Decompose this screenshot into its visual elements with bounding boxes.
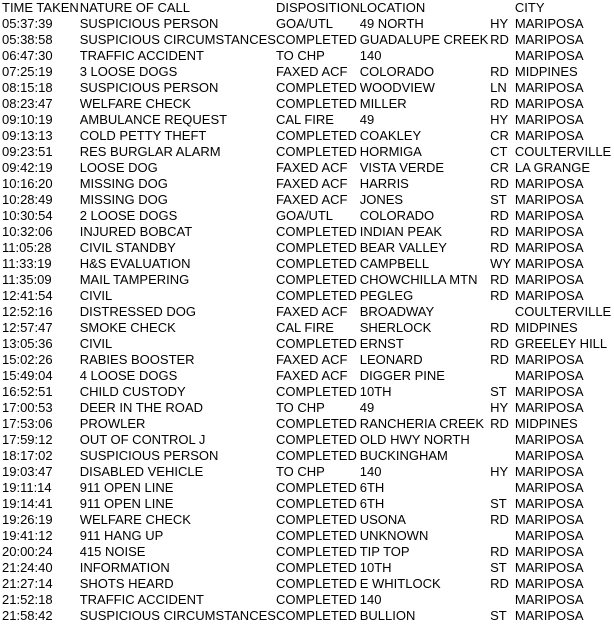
table-row: [2, 16, 614, 32]
location-cell: UNKNOWN: [359, 528, 429, 543]
street-suffix-cell: RD: [490, 240, 509, 255]
street-suffix-cell: [490, 48, 515, 64]
disposition-cell: COMPLETED: [275, 528, 357, 543]
time-taken-cell: 10:30:54: [2, 208, 53, 223]
time-taken-cell: 19:11:14: [2, 480, 52, 495]
city-cell: MARIPOSA: [514, 48, 584, 63]
time-taken-cell: 09:23:51: [2, 144, 53, 159]
table-row: [2, 416, 614, 432]
location-cell: 6TH: [359, 496, 385, 511]
location-cell: E WHITLOCK: [359, 576, 441, 591]
time-taken-cell: 20:00:24: [2, 544, 53, 559]
time-taken-cell: 21:52:18: [2, 592, 53, 607]
location-cell: 49: [359, 112, 375, 127]
disposition-cell: COMPLETED: [275, 480, 357, 495]
street-suffix-cell: LN: [490, 80, 507, 95]
street-suffix-cell: RD: [490, 224, 509, 239]
nature-of-call-cell: INJURED BOBCAT: [79, 224, 193, 239]
header-nature-of-call: NATURE OF CALL: [79, 0, 190, 15]
nature-of-call-cell: DEER IN THE ROAD: [79, 400, 203, 415]
city-cell: MIDPINES: [514, 320, 578, 335]
table-row: [2, 480, 614, 496]
nature-of-call-cell: MAIL TAMPERING: [79, 272, 190, 287]
time-taken-cell: 12:52:16: [2, 304, 53, 319]
nature-of-call-cell: SMOKE CHECK: [79, 320, 176, 335]
table-row: [2, 256, 614, 272]
street-suffix-cell: [490, 448, 515, 464]
header-disposition: DISPOSITION: [275, 0, 360, 15]
table-row: [2, 160, 614, 176]
nature-of-call-cell: TRAFFIC ACCIDENT: [79, 592, 204, 607]
nature-of-call-cell: SHOTS HEARD: [79, 576, 174, 591]
city-cell: MARIPOSA: [514, 96, 584, 111]
time-taken-cell: 21:27:14: [2, 576, 53, 591]
street-suffix-cell: RD: [490, 272, 509, 287]
disposition-cell: TO CHP: [275, 48, 325, 63]
disposition-cell: TO CHP: [275, 464, 325, 479]
city-cell: MARIPOSA: [514, 560, 584, 575]
disposition-cell: COMPLETED: [275, 544, 357, 559]
table-row: [2, 528, 614, 544]
city-cell: MARIPOSA: [514, 432, 584, 447]
nature-of-call-cell: 911 HANG UP: [79, 528, 164, 543]
location-cell: OLD HWY NORTH: [359, 432, 470, 447]
nature-of-call-cell: CHILD CUSTODY: [79, 384, 186, 399]
city-cell: MARIPOSA: [514, 368, 584, 383]
table-row: [2, 576, 614, 592]
header-city: CITY: [514, 0, 545, 15]
location-cell: ERNST: [359, 336, 404, 351]
disposition-cell: COMPLETED: [275, 32, 357, 47]
city-cell: MARIPOSA: [514, 240, 584, 255]
nature-of-call-cell: SUSPICIOUS PERSON: [79, 16, 219, 31]
nature-of-call-cell: WELFARE CHECK: [79, 96, 191, 111]
location-cell: 10TH: [359, 560, 392, 575]
disposition-cell: CAL FIRE: [275, 112, 334, 127]
street-suffix-cell: HY: [490, 16, 509, 31]
disposition-cell: COMPLETED: [275, 144, 357, 159]
location-cell: BUCKINGHAM: [359, 448, 448, 463]
header-row: [2, 0, 614, 16]
city-cell: MARIPOSA: [514, 208, 584, 223]
disposition-cell: FAXED ACF: [275, 304, 348, 319]
time-taken-cell: 06:47:30: [2, 48, 53, 63]
nature-of-call-cell: MISSING DOG: [79, 176, 168, 191]
table-row: [2, 96, 614, 112]
city-cell: MARIPOSA: [514, 464, 584, 479]
street-suffix-cell: HY: [490, 112, 509, 127]
time-taken-cell: 16:52:51: [2, 384, 53, 399]
city-cell: MARIPOSA: [514, 384, 584, 399]
nature-of-call-cell: 415 NOISE: [79, 544, 146, 559]
location-cell: 49 NORTH: [359, 16, 424, 31]
disposition-cell: COMPLETED: [275, 80, 357, 95]
time-taken-cell: 13:05:36: [2, 336, 53, 351]
city-cell: MARIPOSA: [514, 480, 584, 495]
table-row: [2, 608, 614, 624]
nature-of-call-cell: 911 OPEN LINE: [79, 496, 174, 511]
time-taken-cell: 11:33:19: [2, 256, 52, 271]
street-suffix-cell: RD: [490, 288, 509, 303]
disposition-cell: COMPLETED: [275, 96, 357, 111]
location-cell: MILLER: [359, 96, 407, 111]
location-cell: COLORADO: [359, 64, 435, 79]
table-row: [2, 32, 614, 48]
location-cell: HARRIS: [359, 176, 409, 191]
table-row: [2, 448, 614, 464]
location-cell: COLORADO: [359, 208, 435, 223]
nature-of-call-cell: MISSING DOG: [79, 192, 168, 207]
time-taken-cell: 08:15:18: [2, 80, 53, 95]
city-cell: MARIPOSA: [514, 272, 584, 287]
street-suffix-cell: WY: [490, 256, 512, 271]
nature-of-call-cell: RES BURGLAR ALARM: [79, 144, 221, 159]
disposition-cell: TO CHP: [275, 400, 325, 415]
table-row: [2, 432, 614, 448]
street-suffix-cell: RD: [490, 320, 509, 335]
street-suffix-cell: [490, 592, 515, 608]
city-cell: MARIPOSA: [514, 192, 584, 207]
table-row: [2, 208, 614, 224]
street-suffix-cell: RD: [490, 208, 509, 223]
street-suffix-cell: RD: [490, 32, 509, 47]
street-suffix-cell: [490, 304, 515, 320]
street-suffix-cell: RD: [490, 512, 509, 527]
street-suffix-cell: ST: [490, 192, 507, 207]
disposition-cell: COMPLETED: [275, 608, 357, 623]
city-cell: GREELEY HILL: [514, 336, 608, 351]
disposition-cell: COMPLETED: [275, 128, 357, 143]
call-log-table: [2, 0, 614, 624]
location-cell: 140: [359, 592, 382, 607]
location-cell: 6TH: [359, 480, 385, 495]
location-cell: BULLION: [359, 608, 416, 623]
disposition-cell: COMPLETED: [275, 512, 357, 527]
location-cell: HORMIGA: [359, 144, 422, 159]
location-cell: VISTA VERDE: [359, 160, 445, 175]
street-suffix-cell: HY: [490, 464, 509, 479]
city-cell: MIDPINES: [514, 64, 578, 79]
street-suffix-cell: RD: [490, 64, 509, 79]
location-cell: 49: [359, 400, 375, 415]
location-cell: DIGGER PINE: [359, 368, 445, 383]
nature-of-call-cell: 2 LOOSE DOGS: [79, 208, 178, 223]
table-row: [2, 224, 614, 240]
time-taken-cell: 15:02:26: [2, 352, 53, 367]
table-row: [2, 544, 614, 560]
location-cell: CAMPBELL: [359, 256, 430, 271]
city-cell: MARIPOSA: [514, 80, 584, 95]
city-cell: MARIPOSA: [514, 448, 584, 463]
disposition-cell: FAXED ACF: [275, 176, 348, 191]
disposition-cell: FAXED ACF: [275, 192, 348, 207]
disposition-cell: COMPLETED: [275, 560, 357, 575]
disposition-cell: COMPLETED: [275, 384, 357, 399]
time-taken-cell: 19:26:19: [2, 512, 53, 527]
city-cell: MARIPOSA: [514, 576, 584, 591]
header-street-suffix: [490, 0, 515, 16]
time-taken-cell: 11:35:09: [2, 272, 52, 287]
location-cell: PEGLEG: [359, 288, 414, 303]
street-suffix-cell: RD: [490, 96, 509, 111]
table-row: [2, 176, 614, 192]
time-taken-cell: 12:57:47: [2, 320, 53, 335]
nature-of-call-cell: AMBULANCE REQUEST: [79, 112, 228, 127]
disposition-cell: CAL FIRE: [275, 320, 334, 335]
table-row: [2, 240, 614, 256]
disposition-cell: GOA/UTL: [275, 208, 334, 223]
city-cell: MARIPOSA: [514, 16, 584, 31]
table-row: [2, 320, 614, 336]
disposition-cell: COMPLETED: [275, 496, 357, 511]
nature-of-call-cell: SUSPICIOUS PERSON: [79, 80, 219, 95]
street-suffix-cell: HY: [490, 400, 509, 415]
location-cell: LEONARD: [359, 352, 423, 367]
city-cell: MARIPOSA: [514, 592, 584, 607]
table-row: [2, 272, 614, 288]
location-cell: GUADALUPE CREEK: [359, 32, 489, 47]
disposition-cell: FAXED ACF: [275, 368, 348, 383]
nature-of-call-cell: LOOSE DOG: [79, 160, 158, 175]
city-cell: COULTERVILLE: [514, 144, 612, 159]
time-taken-cell: 17:59:12: [2, 432, 53, 447]
table-row: [2, 288, 614, 304]
nature-of-call-cell: CIVIL STANDBY: [79, 240, 176, 255]
disposition-cell: FAXED ACF: [275, 64, 348, 79]
time-taken-cell: 21:58:42: [2, 608, 53, 623]
time-taken-cell: 19:14:41: [2, 496, 53, 511]
disposition-cell: COMPLETED: [275, 224, 357, 239]
street-suffix-cell: [490, 368, 515, 384]
nature-of-call-cell: PROWLER: [79, 416, 146, 431]
table-row: [2, 400, 614, 416]
street-suffix-cell: RD: [490, 336, 509, 351]
street-suffix-cell: RD: [490, 576, 509, 591]
location-cell: BROADWAY: [359, 304, 435, 319]
street-suffix-cell: RD: [490, 416, 509, 431]
street-suffix-cell: ST: [490, 560, 507, 575]
city-cell: COULTERVILLE: [514, 304, 612, 319]
table-row: [2, 64, 614, 80]
table-row: [2, 48, 614, 64]
nature-of-call-cell: TRAFFIC ACCIDENT: [79, 48, 204, 63]
disposition-cell: FAXED ACF: [275, 160, 348, 175]
disposition-cell: COMPLETED: [275, 272, 357, 287]
disposition-cell: COMPLETED: [275, 288, 357, 303]
location-cell: 140: [359, 464, 382, 479]
city-cell: MARIPOSA: [514, 32, 584, 47]
table-row: [2, 368, 614, 384]
city-cell: MARIPOSA: [514, 176, 584, 191]
table-row: [2, 496, 614, 512]
nature-of-call-cell: H&S EVALUATION: [79, 256, 191, 271]
nature-of-call-cell: COLD PETTY THEFT: [79, 128, 207, 143]
disposition-cell: COMPLETED: [275, 256, 357, 271]
table-row: [2, 336, 614, 352]
table-row: [2, 464, 614, 480]
city-cell: MARIPOSA: [514, 256, 584, 271]
street-suffix-cell: [490, 432, 515, 448]
nature-of-call-cell: SUSPICIOUS CIRCUMSTANCES: [79, 608, 276, 623]
city-cell: MARIPOSA: [514, 528, 584, 543]
nature-of-call-cell: DISTRESSED DOG: [79, 304, 196, 319]
time-taken-cell: 10:28:49: [2, 192, 53, 207]
table-row: [2, 112, 614, 128]
city-cell: MARIPOSA: [514, 496, 584, 511]
time-taken-cell: 09:13:13: [2, 128, 53, 143]
disposition-cell: COMPLETED: [275, 448, 357, 463]
city-cell: MARIPOSA: [514, 112, 584, 127]
table-row: [2, 384, 614, 400]
nature-of-call-cell: SUSPICIOUS CIRCUMSTANCES: [79, 32, 276, 47]
time-taken-cell: 19:41:12: [2, 528, 53, 543]
location-cell: 10TH: [359, 384, 392, 399]
street-suffix-cell: ST: [490, 496, 507, 511]
location-cell: WOODVIEW: [359, 80, 435, 95]
time-taken-cell: 09:10:19: [2, 112, 53, 127]
street-suffix-cell: [490, 480, 515, 496]
nature-of-call-cell: CIVIL: [79, 336, 113, 351]
street-suffix-cell: [490, 528, 515, 544]
time-taken-cell: 12:41:54: [2, 288, 53, 303]
location-cell: 140: [359, 48, 382, 63]
disposition-cell: COMPLETED: [275, 576, 357, 591]
location-cell: COAKLEY: [359, 128, 422, 143]
street-suffix-cell: CR: [490, 128, 509, 143]
city-cell: LA GRANGE: [514, 160, 591, 175]
table-row: [2, 144, 614, 160]
location-cell: TIP TOP: [359, 544, 410, 559]
disposition-cell: COMPLETED: [275, 240, 357, 255]
location-cell: CHOWCHILLA MTN: [359, 272, 478, 287]
time-taken-cell: 17:53:06: [2, 416, 53, 431]
time-taken-cell: 05:38:58: [2, 32, 53, 47]
header-location: LOCATION: [359, 0, 426, 15]
time-taken-cell: 08:23:47: [2, 96, 53, 111]
call-log-body: [2, 16, 614, 624]
disposition-cell: FAXED ACF: [275, 352, 348, 367]
time-taken-cell: 15:49:04: [2, 368, 53, 383]
city-cell: MARIPOSA: [514, 608, 584, 623]
nature-of-call-cell: 911 OPEN LINE: [79, 480, 174, 495]
time-taken-cell: 07:25:19: [2, 64, 53, 79]
nature-of-call-cell: WELFARE CHECK: [79, 512, 191, 527]
time-taken-cell: 09:42:19: [2, 160, 53, 175]
table-row: [2, 352, 614, 368]
city-cell: MARIPOSA: [514, 224, 584, 239]
location-cell: SHERLOCK: [359, 320, 432, 335]
time-taken-cell: 11:05:28: [2, 240, 52, 255]
table-row: [2, 304, 614, 320]
nature-of-call-cell: 3 LOOSE DOGS: [79, 64, 178, 79]
city-cell: MARIPOSA: [514, 544, 584, 559]
street-suffix-cell: CR: [490, 160, 509, 175]
nature-of-call-cell: CIVIL: [79, 288, 113, 303]
city-cell: MIDPINES: [514, 416, 578, 431]
time-taken-cell: 05:37:39: [2, 16, 53, 31]
disposition-cell: COMPLETED: [275, 416, 357, 431]
nature-of-call-cell: SUSPICIOUS PERSON: [79, 448, 219, 463]
street-suffix-cell: ST: [490, 608, 507, 623]
nature-of-call-cell: OUT OF CONTROL J: [79, 432, 206, 447]
city-cell: MARIPOSA: [514, 352, 584, 367]
nature-of-call-cell: INFORMATION: [79, 560, 170, 575]
table-row: [2, 592, 614, 608]
location-cell: INDIAN PEAK: [359, 224, 443, 239]
table-row: [2, 128, 614, 144]
disposition-cell: COMPLETED: [275, 592, 357, 607]
nature-of-call-cell: RABIES BOOSTER: [79, 352, 195, 367]
city-cell: MARIPOSA: [514, 400, 584, 415]
time-taken-cell: 19:03:47: [2, 464, 53, 479]
table-row: [2, 512, 614, 528]
time-taken-cell: 21:24:40: [2, 560, 53, 575]
nature-of-call-cell: DISABLED VEHICLE: [79, 464, 204, 479]
time-taken-cell: 18:17:02: [2, 448, 53, 463]
disposition-cell: GOA/UTL: [275, 16, 334, 31]
time-taken-cell: 17:00:53: [2, 400, 53, 415]
location-cell: RANCHERIA CREEK: [359, 416, 484, 431]
location-cell: USONA: [359, 512, 406, 527]
nature-of-call-cell: 4 LOOSE DOGS: [79, 368, 178, 383]
street-suffix-cell: CT: [490, 144, 508, 159]
street-suffix-cell: RD: [490, 544, 509, 559]
city-cell: MARIPOSA: [514, 128, 584, 143]
location-cell: JONES: [359, 192, 404, 207]
table-row: [2, 80, 614, 96]
disposition-cell: COMPLETED: [275, 336, 357, 351]
city-cell: MARIPOSA: [514, 288, 584, 303]
street-suffix-cell: ST: [490, 384, 507, 399]
disposition-cell: COMPLETED: [275, 432, 357, 447]
street-suffix-cell: RD: [490, 176, 509, 191]
location-cell: BEAR VALLEY: [359, 240, 447, 255]
table-row: [2, 560, 614, 576]
table-row: [2, 192, 614, 208]
street-suffix-cell: RD: [490, 352, 509, 367]
time-taken-cell: 10:16:20: [2, 176, 53, 191]
time-taken-cell: 10:32:06: [2, 224, 53, 239]
header-time-taken: TIME TAKEN: [2, 0, 79, 15]
city-cell: MARIPOSA: [514, 512, 584, 527]
